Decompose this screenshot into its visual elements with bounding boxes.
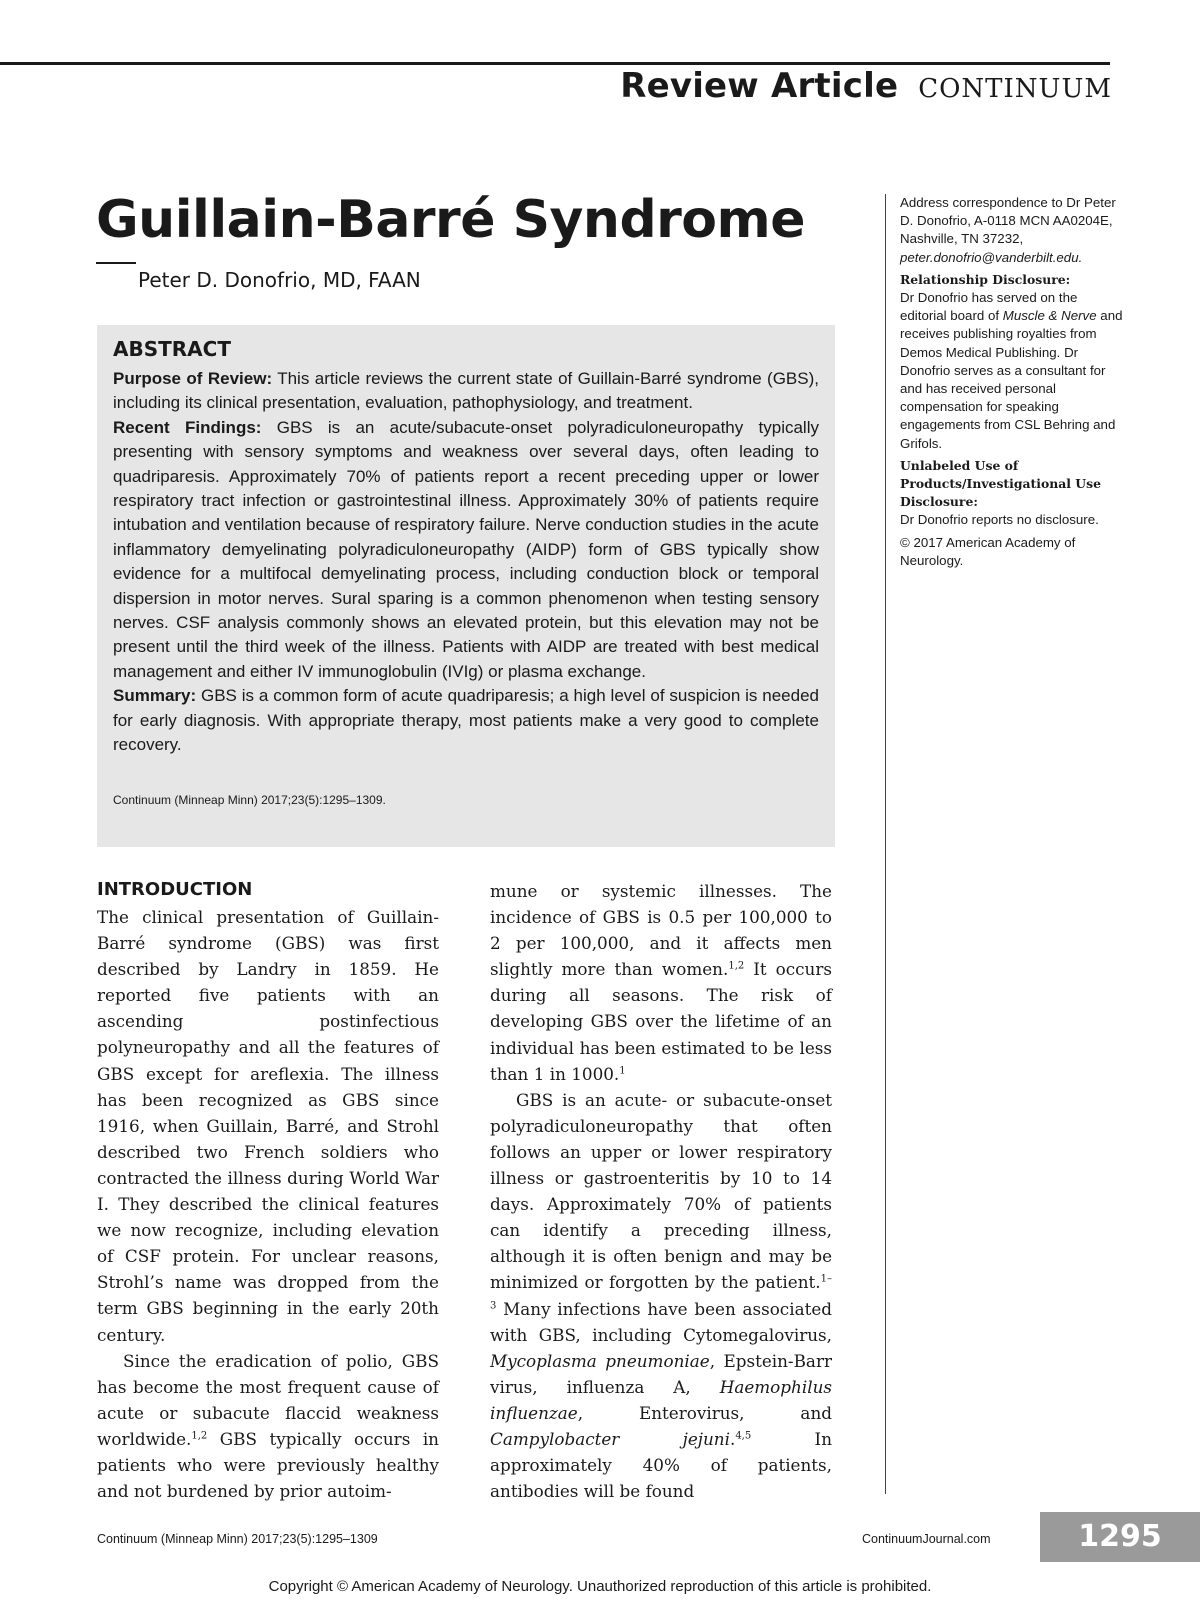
introduction-heading: INTRODUCTION xyxy=(97,879,253,900)
findings-label: Recent Findings: xyxy=(113,417,262,437)
reference-superscript[interactable]: 1 xyxy=(619,1065,626,1077)
address-text: Address correspondence to Dr Peter D. Donofrio, A-0118 MCN AA0204E, Nashville, TN 37232, xyxy=(900,195,1116,247)
abstract-citation: Continuum (Minneap Minn) 2017;23(5):1295–1309. xyxy=(113,792,386,807)
c2-p2-text-e: . xyxy=(729,1428,736,1449)
footer-citation: Continuum (Minneap Minn) 2017;23(5):1295–1309 xyxy=(97,1532,378,1546)
organism-name: Campylobacter jejuni xyxy=(490,1428,730,1449)
abstract-summary xyxy=(113,684,819,757)
findings-text: GBS is an acute/subacute-onset polyradiculoneuropathy typically presenting with sensory symptoms and weakness over several days, often leading to quadriparesis. Approximately 70% of patients report a recent preceding upper or lower respiratory tract infection or gastrointestinal illness. Approximately 30% of patients require intubation and ventilation because of respiratory failure. Nerve conduction studies in the acute inflammatory demyelinating polyradiculoneuropathy (AIDP) form of GBS typically show evidence for a multifocal demyelinating process, including conduction block or temporal dispersion in motor nerves. Sural sparing is a common phenomenon when testing sensory nerves. CSF analysis commonly shows an elevated protein, but this elevation may not be present until the third week of the illness. Patients with AIDP are treated with best medical management and either IV immunoglobulin (IVIg) or plasma exchange. xyxy=(113,417,819,681)
c2-p1-text-a: mune or systemic illnesses. The incidence of GBS is 0.5 per 100,000 to 2 per 100,000, and it affects men slightly more than women. xyxy=(490,881,832,980)
intro-paragraph-2-continued xyxy=(490,878,832,1087)
c2-p2-text-a: GBS is an acute- or subacute-onset polyradiculoneuropathy that often follows an upper or lower respiratory illness or gastroenteritis by 10 to 14 days. Approximately 70% of patients can identify a preceding illness, although it is often benign and may be minimized or forgotten by the patient. xyxy=(490,1089,832,1293)
summary-text: GBS is a common form of acute quadriparesis; a high level of suspicion is needed for early diagnosis. With appropriate therapy, most patients make a very good to complete recovery. xyxy=(113,686,819,755)
purpose-text: This article reviews the current state of Guillain-Barré syndrome (GBS), including its clinical presentation, evaluation, pathophysiology, and treatment. xyxy=(113,369,819,413)
reference-superscript[interactable]: 1–3 xyxy=(490,1273,832,1311)
abstract-purpose xyxy=(113,367,819,416)
abstract-box xyxy=(97,325,835,847)
organism-name: Mycoplasma pneumoniae xyxy=(490,1350,710,1371)
body-column-left xyxy=(97,878,439,1504)
c2-p2-text-f: In approximately 40% of patients, antibodies will be found xyxy=(490,1428,832,1502)
article-author: Peter D. Donofrio, MD, FAAN xyxy=(138,268,421,292)
abstract-findings xyxy=(113,416,819,684)
p2-text-a: Since the eradication of polio, GBS has become the most frequent cause of acute or subacute flaccid weakness worldwide. xyxy=(97,1350,439,1449)
abstract-heading: ABSTRACT xyxy=(113,337,231,361)
sidebar-divider xyxy=(885,194,886,1494)
relationship-post: and receives publishing royalties from Demos Medical Publishing. Dr Donofrio serves as a consultant for and has received personal compensation for speaking engagements from CSL Behring and Grifols. xyxy=(900,308,1123,451)
reference-superscript[interactable]: 1,2 xyxy=(191,1430,208,1442)
article-type-label: Review Article xyxy=(620,66,899,106)
journal-brand-logo: CONTINUUM xyxy=(918,74,1112,104)
article-title: Guillain-Barré Syndrome xyxy=(96,190,805,250)
sidebar-copyright: © 2017 American Academy of Neurology. xyxy=(900,534,1076,568)
sidebar-notes xyxy=(900,194,1125,574)
organism-name: Haemophilus influenzae xyxy=(490,1376,832,1423)
reference-superscript[interactable]: 4,5 xyxy=(735,1430,752,1442)
relationship-disclosure xyxy=(900,271,1125,453)
page-number: 1295 xyxy=(1040,1512,1200,1562)
c2-p1-text-b: It occurs during all seasons. The risk of developing GBS over the lifetime of an individual has been estimated to be less than 1 in 1000. xyxy=(490,959,833,1084)
unlabeled-label: Unlabeled Use of Products/Investigational Use Disclosure: xyxy=(900,457,1101,510)
top-rule xyxy=(0,62,1110,65)
intro-paragraph-2 xyxy=(97,1348,439,1505)
unlabeled-text: Dr Donofrio reports no disclosure. xyxy=(900,512,1099,528)
journal-header xyxy=(620,66,1112,106)
p2-text-b: GBS typically occurs in patients who were previously healthy and not burdened by prior autoim- xyxy=(97,1428,439,1502)
body-column-right xyxy=(490,878,832,1504)
unlabeled-use-disclosure xyxy=(900,457,1125,530)
correspondence-email[interactable]: peter.donofrio@vanderbilt.edu. xyxy=(900,249,1083,265)
relationship-pre: Dr Donofrio has served on the editorial board of xyxy=(900,290,1078,324)
intro-paragraph-3 xyxy=(490,1087,832,1505)
c2-p2-text-c: , Epstein-Barr virus, influenza A, xyxy=(490,1350,832,1397)
copyright-notice: Copyright © American Academy of Neurology. Unauthorized reproduction of this article is prohibited. xyxy=(268,1578,932,1595)
c2-p2-text-d: , Enterovirus, and xyxy=(577,1402,832,1423)
purpose-label: Purpose of Review: xyxy=(113,369,273,388)
reference-superscript[interactable]: 1,2 xyxy=(728,960,745,972)
correspondence-address xyxy=(900,194,1125,267)
summary-label: Summary: xyxy=(113,686,197,706)
intro-paragraph-1: The clinical presentation of Guillain-Barré syndrome (GBS) was first described by Landry in 1859. He reported five patients with an ascending postinfectious polyneuropathy and all the features of GBS except for areflexia. The illness has been recognized as GBS since 1916, when Guillain, Barré, and Strohl described two French soldiers who contracted the illness during World War I. They described the clinical features we now recognize, including elevation of CSF protein. For unclear reasons, Strohl’s name was dropped from the term GBS beginning in the early 20th century. xyxy=(97,907,439,1345)
title-rule xyxy=(96,262,136,264)
c2-p2-text-b: Many infections have been associated with GBS, including Cytomegalovirus, xyxy=(490,1298,832,1345)
relationship-journal: Muscle & Nerve xyxy=(1002,308,1097,324)
footer-website[interactable]: ContinuumJournal.com xyxy=(862,1532,991,1546)
relationship-label: Relationship Disclosure: xyxy=(900,271,1071,287)
